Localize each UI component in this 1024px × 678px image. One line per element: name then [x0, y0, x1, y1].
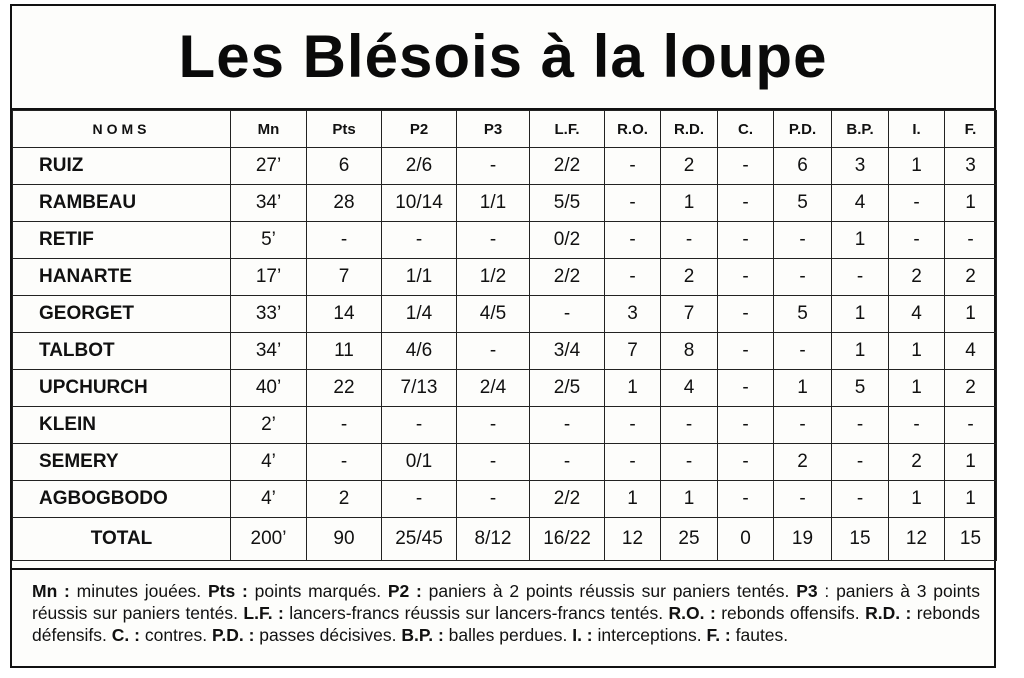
stat-cell: -: [832, 481, 889, 518]
stat-cell: 1: [945, 444, 997, 481]
stat-cell: -: [832, 407, 889, 444]
legend-text: rebonds offensifs.: [715, 603, 866, 623]
stat-cell: 10/14: [382, 185, 457, 222]
stat-cell: 3: [605, 296, 661, 333]
stat-cell: 2: [661, 148, 718, 185]
stat-cell: -: [774, 407, 832, 444]
stat-cell: 2/6: [382, 148, 457, 185]
column-header-names: NOMS: [13, 111, 231, 148]
stat-cell: 1: [605, 370, 661, 407]
table-row: [13, 222, 997, 259]
stats-table: [12, 110, 997, 561]
legend-key: Mn :: [32, 581, 70, 601]
stat-cell: -: [774, 481, 832, 518]
legend-key: R.D. :: [865, 603, 912, 623]
stat-cell: 1: [832, 296, 889, 333]
total-cell: 15: [945, 518, 997, 561]
stat-cell: -: [457, 407, 530, 444]
stat-cell: -: [457, 444, 530, 481]
column-header: F.: [945, 111, 997, 148]
column-header: R.D.: [661, 111, 718, 148]
stat-cell: -: [889, 222, 945, 259]
stat-cell: 1: [832, 333, 889, 370]
total-cell: 25/45: [382, 518, 457, 561]
stat-cell: -: [661, 444, 718, 481]
stat-cell: 7: [661, 296, 718, 333]
stat-cell: 5: [832, 370, 889, 407]
column-header: Pts: [307, 111, 382, 148]
stat-cell: -: [530, 444, 605, 481]
stat-cell: 8: [661, 333, 718, 370]
column-header: B.P.: [832, 111, 889, 148]
player-name: KLEIN: [13, 407, 231, 444]
player-name: HANARTE: [13, 259, 231, 296]
header-row: [13, 111, 997, 148]
stat-cell: 40’: [231, 370, 307, 407]
stat-cell: 34’: [231, 185, 307, 222]
stat-cell: 4: [945, 333, 997, 370]
total-cell: 12: [605, 518, 661, 561]
stat-cell: 4’: [231, 481, 307, 518]
stat-cell: -: [718, 407, 774, 444]
total-cell: 19: [774, 518, 832, 561]
stat-cell: -: [661, 222, 718, 259]
stat-cell: 5/5: [530, 185, 605, 222]
stat-cell: 11: [307, 333, 382, 370]
stat-cell: -: [718, 481, 774, 518]
stat-cell: -: [457, 481, 530, 518]
stat-cell: -: [307, 444, 382, 481]
stat-cell: 2/4: [457, 370, 530, 407]
stat-cell: 4/6: [382, 333, 457, 370]
stat-cell: -: [945, 407, 997, 444]
table-row: [13, 185, 997, 222]
stat-cell: -: [774, 259, 832, 296]
stat-cell: 1/2: [457, 259, 530, 296]
column-header: R.O.: [605, 111, 661, 148]
stat-cell: 0/1: [382, 444, 457, 481]
stat-cell: 2/2: [530, 481, 605, 518]
stat-cell: -: [661, 407, 718, 444]
stat-cell: 4: [889, 296, 945, 333]
stat-cell: 1: [889, 333, 945, 370]
stat-cell: -: [945, 222, 997, 259]
stat-cell: -: [605, 444, 661, 481]
stat-cell: 1: [889, 370, 945, 407]
total-cell: 200’: [231, 518, 307, 561]
player-name: UPCHURCH: [13, 370, 231, 407]
player-name: RETIF: [13, 222, 231, 259]
stat-cell: -: [457, 333, 530, 370]
table-row: [13, 481, 997, 518]
stat-cell: 0/2: [530, 222, 605, 259]
legend-key: I. :: [572, 625, 593, 645]
stat-cell: 1: [945, 481, 997, 518]
stat-cell: -: [605, 185, 661, 222]
stat-cell: -: [307, 222, 382, 259]
total-cell: 0: [718, 518, 774, 561]
column-header: P2: [382, 111, 457, 148]
stat-cell: 4’: [231, 444, 307, 481]
total-cell: 25: [661, 518, 718, 561]
stat-cell: 7/13: [382, 370, 457, 407]
stat-cell: -: [382, 407, 457, 444]
table-row: [13, 444, 997, 481]
stat-cell: 17’: [231, 259, 307, 296]
player-name: SEMERY: [13, 444, 231, 481]
column-header: C.: [718, 111, 774, 148]
total-cell: 8/12: [457, 518, 530, 561]
stat-cell: 1: [661, 185, 718, 222]
stat-cell: -: [718, 148, 774, 185]
stat-cell: 2: [945, 259, 997, 296]
stat-cell: 1: [605, 481, 661, 518]
table-row: [13, 370, 997, 407]
stat-cell: 3: [945, 148, 997, 185]
stat-cell: 1/1: [457, 185, 530, 222]
player-name: GEORGET: [13, 296, 231, 333]
legend-text: paniers à 2 points réussis sur paniers tentés.: [421, 581, 797, 601]
stat-cell: -: [382, 222, 457, 259]
legend-key: F. :: [706, 625, 731, 645]
stat-cell: 1: [832, 222, 889, 259]
total-cell: 12: [889, 518, 945, 561]
legend-text: minutes jouées.: [69, 581, 208, 601]
stat-cell: -: [605, 222, 661, 259]
stat-cell: -: [457, 222, 530, 259]
legend-key: R.O. :: [668, 603, 716, 623]
stat-cell: 14: [307, 296, 382, 333]
stat-cell: 7: [307, 259, 382, 296]
stat-cell: -: [718, 370, 774, 407]
stat-cell: 5: [774, 185, 832, 222]
stat-cell: 1: [889, 148, 945, 185]
table-row: [13, 259, 997, 296]
stat-cell: 4: [832, 185, 889, 222]
stat-cell: 3: [832, 148, 889, 185]
legend-text: balles perdues.: [443, 625, 573, 645]
legend-key: P.D. :: [211, 625, 255, 645]
stat-cell: 28: [307, 185, 382, 222]
stat-cell: 3/4: [530, 333, 605, 370]
stat-cell: -: [605, 259, 661, 296]
stat-cell: -: [774, 333, 832, 370]
stat-cell: -: [718, 333, 774, 370]
legend-key: L.F. :: [243, 603, 284, 623]
stat-cell: 33’: [231, 296, 307, 333]
stat-cell: 22: [307, 370, 382, 407]
page-title: Les Blésois à la loupe: [12, 6, 994, 110]
column-header: P.D.: [774, 111, 832, 148]
column-header: P3: [457, 111, 530, 148]
stat-cell: 5: [774, 296, 832, 333]
stats-sheet: [10, 4, 996, 668]
stat-cell: -: [457, 148, 530, 185]
table-row: [13, 148, 997, 185]
legend-text: interceptions.: [592, 625, 707, 645]
legend-text: rebonds défensifs.: [32, 603, 981, 645]
total-cell: 16/22: [530, 518, 605, 561]
stat-cell: 1: [889, 481, 945, 518]
legend-text: : paniers à 3 points réussis sur paniers tentés.: [32, 581, 980, 623]
stat-cell: 5’: [231, 222, 307, 259]
total-label: TOTAL: [13, 518, 231, 561]
column-header: I.: [889, 111, 945, 148]
stat-cell: -: [530, 296, 605, 333]
player-name: AGBOGBODO: [13, 481, 231, 518]
stat-cell: -: [382, 481, 457, 518]
legend-text: passes décisives.: [254, 625, 402, 645]
table-row: [13, 296, 997, 333]
stat-cell: 34’: [231, 333, 307, 370]
stat-cell: 1: [774, 370, 832, 407]
stat-cell: -: [307, 407, 382, 444]
legend-text: fautes.: [730, 625, 789, 645]
table-row: [13, 407, 997, 444]
stat-cell: -: [832, 444, 889, 481]
player-name: RUIZ: [13, 148, 231, 185]
stat-cell: -: [718, 185, 774, 222]
column-header: Mn: [231, 111, 307, 148]
total-cell: 90: [307, 518, 382, 561]
stat-cell: -: [718, 296, 774, 333]
stat-cell: 1/1: [382, 259, 457, 296]
table-row: [13, 333, 997, 370]
stat-cell: 7: [605, 333, 661, 370]
player-name: TALBOT: [13, 333, 231, 370]
total-cell: 15: [832, 518, 889, 561]
legend-key: P2 :: [387, 581, 422, 601]
stat-cell: -: [889, 185, 945, 222]
legend-text: points marqués.: [247, 581, 388, 601]
legend-key: P3: [796, 581, 818, 601]
legend-text: contres.: [139, 625, 212, 645]
stat-cell: 2’: [231, 407, 307, 444]
stat-cell: -: [530, 407, 605, 444]
stat-cell: -: [605, 407, 661, 444]
stat-cell: -: [774, 222, 832, 259]
stat-cell: 6: [307, 148, 382, 185]
stat-cell: 2: [661, 259, 718, 296]
stat-cell: 2/2: [530, 148, 605, 185]
stat-cell: -: [605, 148, 661, 185]
stat-cell: 2/2: [530, 259, 605, 296]
stat-cell: -: [718, 222, 774, 259]
stat-cell: -: [889, 407, 945, 444]
column-header: L.F.: [530, 111, 605, 148]
stat-cell: 4/5: [457, 296, 530, 333]
stat-cell: 1: [945, 296, 997, 333]
stat-cell: -: [832, 259, 889, 296]
stat-cell: 1: [945, 185, 997, 222]
stat-cell: 1/4: [382, 296, 457, 333]
stat-cell: -: [718, 259, 774, 296]
stat-cell: 2: [774, 444, 832, 481]
player-name: RAMBEAU: [13, 185, 231, 222]
legend: [12, 568, 994, 666]
legend-key: Pts :: [207, 581, 248, 601]
stat-cell: 2: [889, 444, 945, 481]
stat-cell: 4: [661, 370, 718, 407]
stat-cell: 1: [661, 481, 718, 518]
legend-key: B.P. :: [401, 625, 444, 645]
stat-cell: 6: [774, 148, 832, 185]
total-row: [13, 518, 997, 561]
stat-cell: 2: [307, 481, 382, 518]
stat-cell: 2/5: [530, 370, 605, 407]
stat-cell: -: [718, 444, 774, 481]
legend-key: C. :: [111, 625, 140, 645]
stat-cell: 2: [889, 259, 945, 296]
stat-cell: 2: [945, 370, 997, 407]
stat-cell: 27’: [231, 148, 307, 185]
legend-text: lancers-francs réussis sur lancers-francs tentés.: [283, 603, 669, 623]
